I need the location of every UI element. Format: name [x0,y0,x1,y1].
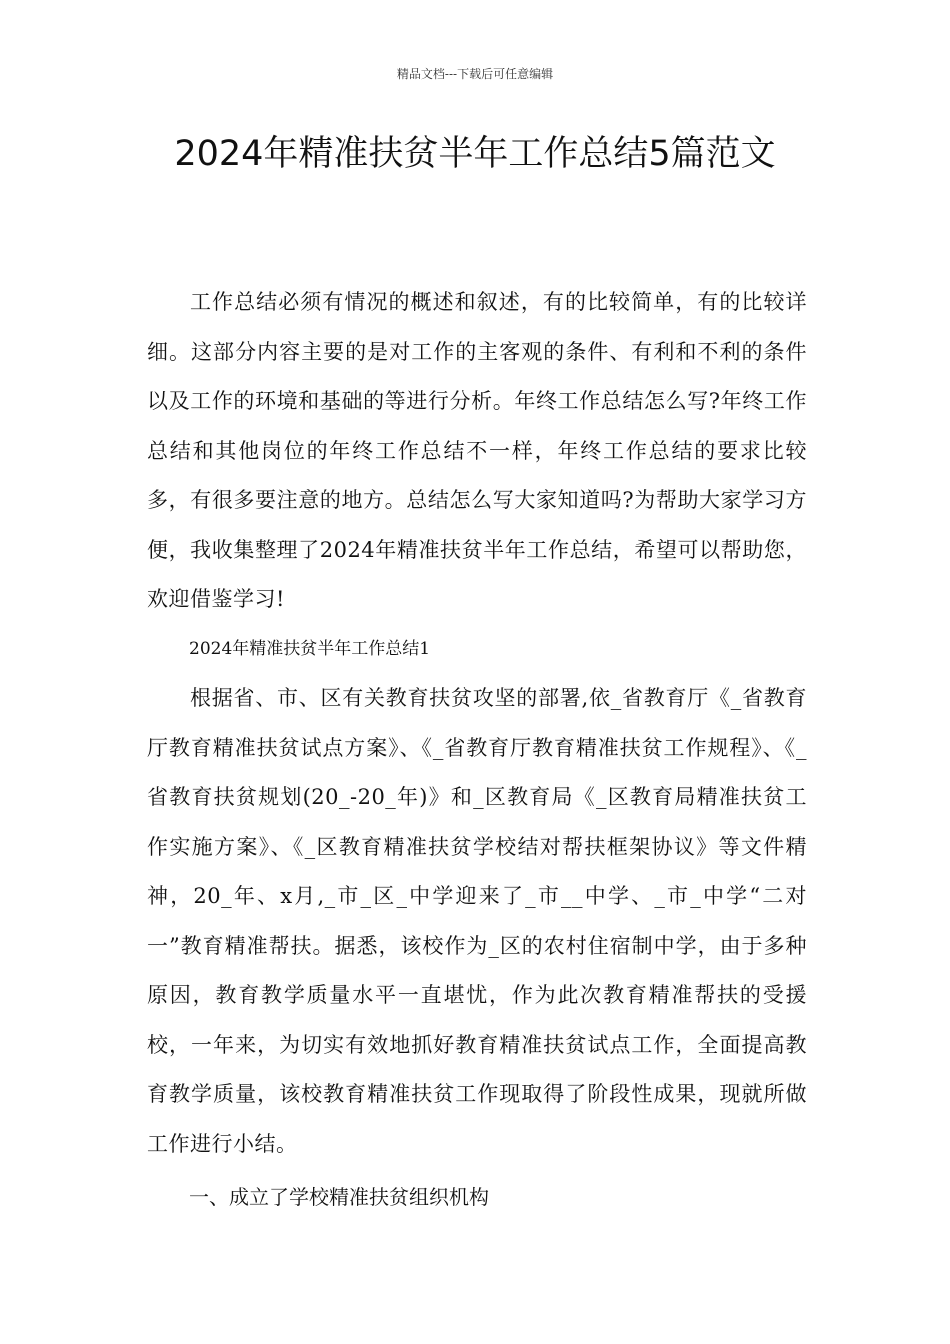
document-title: 2024年精准扶贫半年工作总结5篇范文 [174,134,776,174]
intro-paragraph: 工作总结必须有情况的概述和叙述，有的比较简单，有的比较详细。这部分内容主要的是对工作的主客观的条件、有利和不利的条件以及工作的环境和基础的等进行分析。年终工作总结怎么写?年终工作总结和其他岗位的年终工作总结不一样，年终工作总结的要求比较多，有很多要注意的地方。总结怎么写大家知道吗?为帮助大家学习方便，我收集整理了2024年精准扶贫半年工作总结，希望可以帮助您，欢迎借鉴学习! [147,290,807,611]
page-header: 精品文档---下载后可任意编辑 [396,67,554,81]
document-body [147,278,807,1223]
section-title: 2024年精准扶贫半年工作总结1 [189,638,431,659]
section-heading: 一、成立了学校精准扶贫组织机构 [189,1185,489,1209]
section-paragraph: 根据省、市、区有关教育扶贫攻坚的部署,依_省教育厅《_省教育厅教育精准扶贫试点方案》、《_省教育厅教育精准扶贫工作规程》、《_省教育扶贫规划(20_-20_年)》和_区教育局《_区教育局精准扶贫工作实施方案》、《_区教育精准扶贫学校结对帮扶框架协议》等文件精神，20_年、x月,_市_区_中学迎来了_市__中学、_市_中学“二对一”教育精准帮扶。据悉，该校作为_区的农村住宿制中学，由于多种原因，教育教学质量水平一直堪忧，作为此次教育精准帮扶的受援校，一年来，为切实有效地抓好教育精准扶贫试点工作，全面提高教育教学质量，该校教育精准扶贫工作现取得了阶段性成果，现就所做工作进行小结。 [147,686,807,1156]
